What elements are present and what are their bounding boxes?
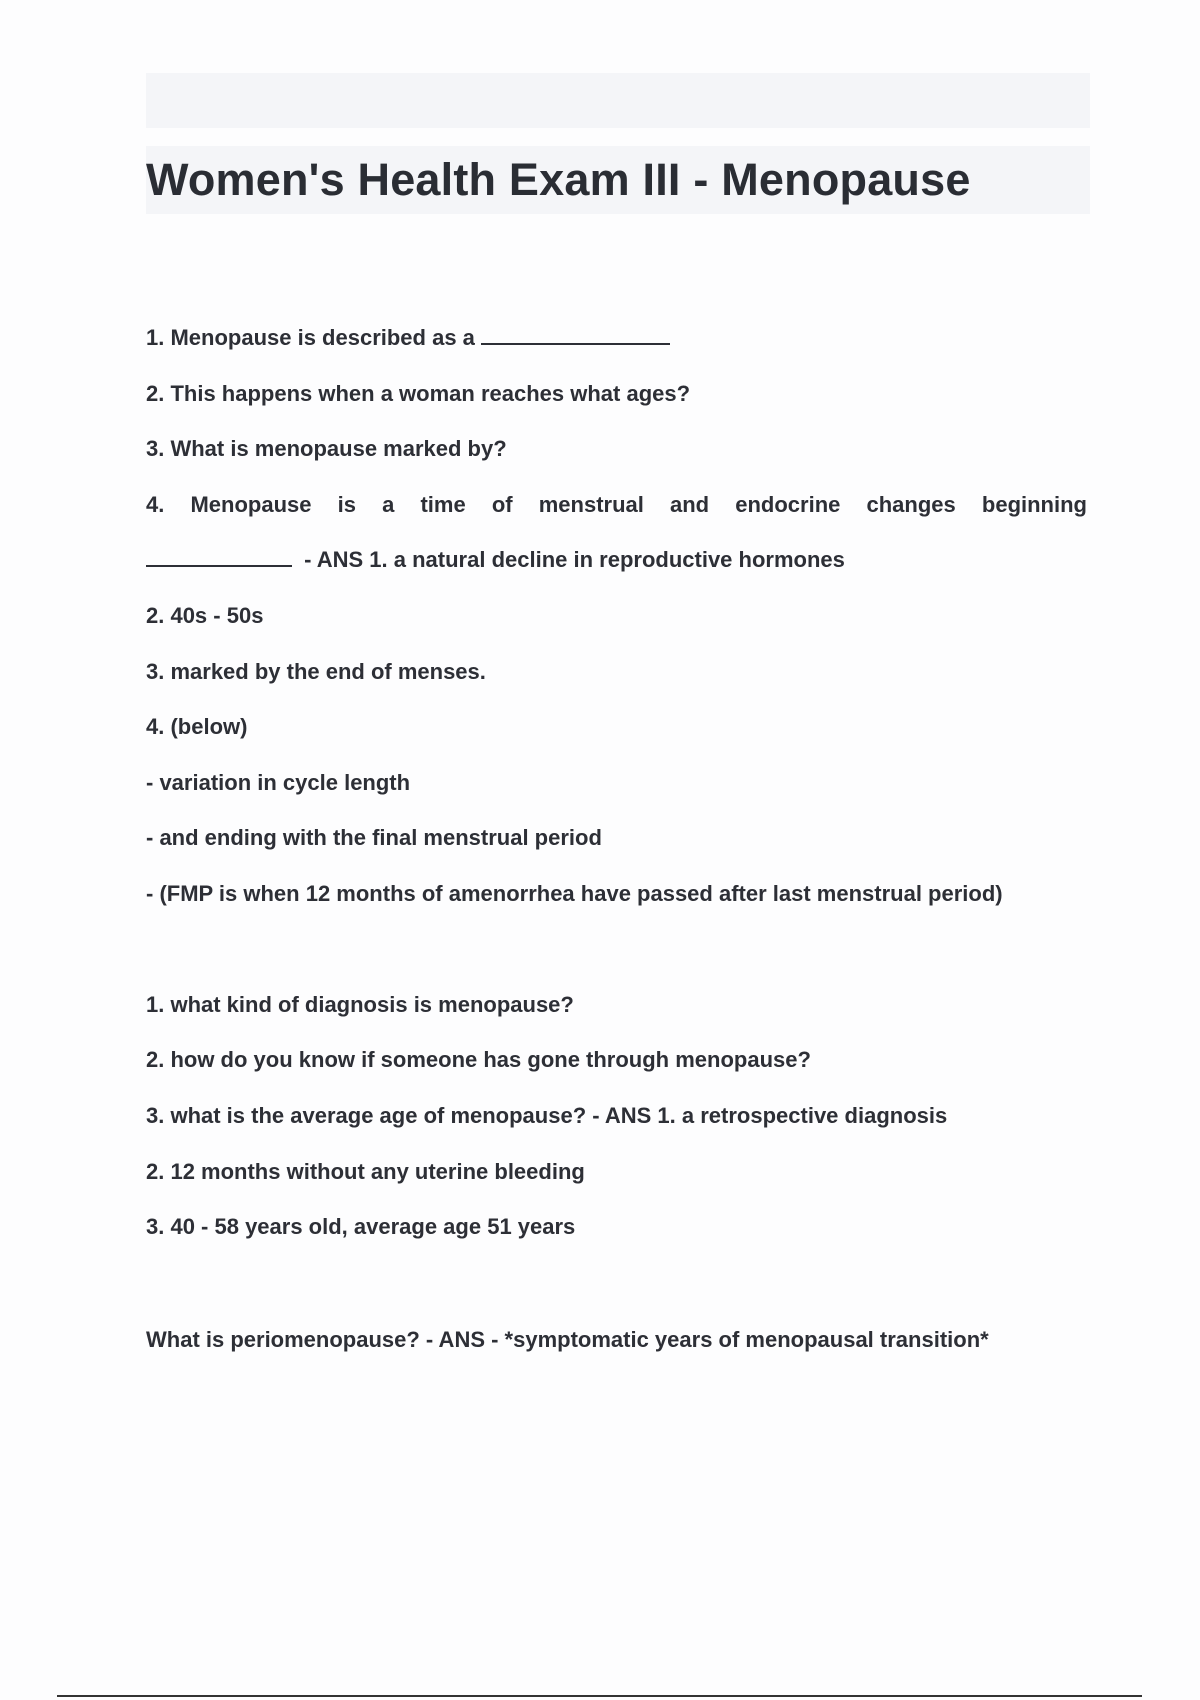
card2-answer-2: 2. 12 months without any uterine bleeding bbox=[146, 1159, 585, 1184]
card3-question-answer: What is periomenopause? - ANS - *symptomatic years of menopausal transition* bbox=[146, 1327, 989, 1352]
card1-answer-4-bullet-2: - and ending with the final menstrual period bbox=[146, 825, 602, 850]
card1-answer-4-bullet-3: - (FMP is when 12 months of amenorrhea have passed after last menstrual period) bbox=[146, 881, 1003, 906]
document-title: Women's Health Exam III - Menopause bbox=[146, 154, 971, 205]
card2-question-3-answer-1: 3. what is the average age of menopause? - ANS 1. a retrospective diagnosis bbox=[146, 1103, 948, 1128]
card1-answer-4-bullet-1: - variation in cycle length bbox=[146, 770, 411, 795]
card1-question-1 bbox=[146, 323, 670, 353]
card2-question-2: 2. how do you know if someone has gone through menopause? bbox=[146, 1047, 811, 1072]
card1-question-4: 4. Menopause is a time of menstrual and endocrine changes beginning bbox=[146, 492, 1087, 517]
card1-answer-1-text: - ANS 1. a natural decline in reproductive hormones bbox=[304, 547, 845, 572]
card1-question-1-text: 1. Menopause is described as a bbox=[146, 325, 475, 350]
card1-answer-1 bbox=[146, 545, 845, 575]
header-band bbox=[146, 73, 1090, 128]
card1-answer-4: 4. (below) bbox=[146, 714, 248, 739]
card1-answer-2: 2. 40s - 50s bbox=[146, 603, 264, 628]
fill-in-blank bbox=[481, 323, 670, 345]
card2-question-1: 1. what kind of diagnosis is menopause? bbox=[146, 992, 574, 1017]
fill-in-blank bbox=[146, 545, 292, 567]
card2-answer-3: 3. 40 - 58 years old, average age 51 years bbox=[146, 1214, 576, 1239]
footer-divider bbox=[57, 1695, 1142, 1697]
card1-question-3: 3. What is menopause marked by? bbox=[146, 436, 507, 461]
card1-answer-3: 3. marked by the end of menses. bbox=[146, 659, 486, 684]
card1-question-2: 2. This happens when a woman reaches what ages? bbox=[146, 381, 691, 406]
